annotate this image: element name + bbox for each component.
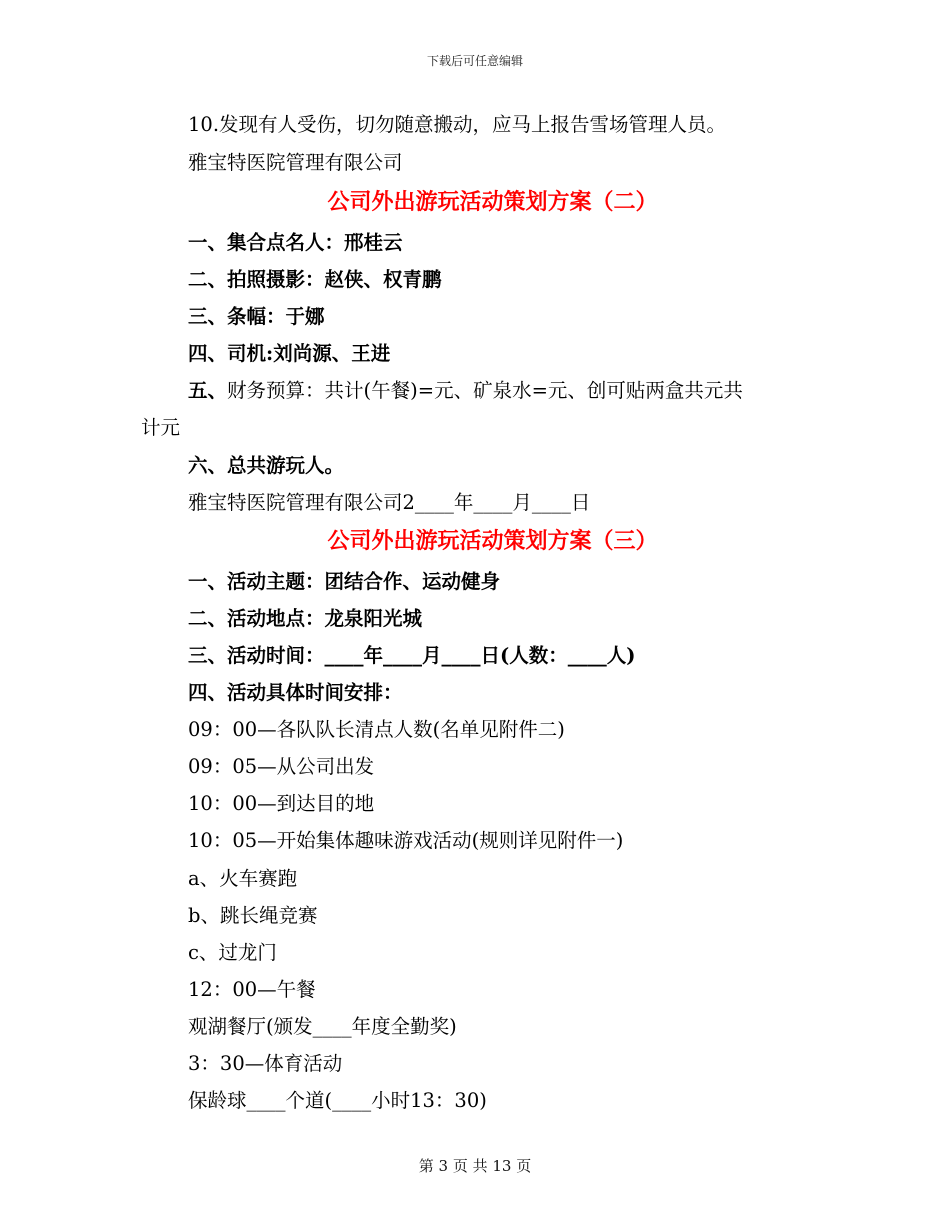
company-name: 雅宝特医院管理有限公司: [188, 151, 403, 174]
list-item: 六、总共游玩人。: [188, 454, 345, 477]
list-item: 三、条幅：于娜: [188, 305, 325, 328]
schedule-item: 09：00—各队队长清点人数(名单见附件二): [188, 718, 565, 741]
list-item-text: 财务预算：共计(午餐)=元、矿泉水=元、创可贴两盒共元共: [227, 379, 743, 402]
schedule-item: 观湖餐厅(颁发____年度全勤奖): [188, 1015, 457, 1038]
schedule-item: 10：05—开始集体趣味游戏活动(规则详见附件一): [188, 829, 624, 852]
list-item: 一、活动主题：团结合作、运动健身: [188, 570, 501, 593]
schedule-item: 09：05—从公司出发: [188, 755, 375, 778]
schedule-item: c、过龙门: [188, 941, 277, 964]
list-item: 二、拍照摄影：赵侠、权青鹏: [188, 268, 442, 291]
page-header: 下载后可任意编辑: [426, 54, 523, 68]
list-item: 四、活动具体时间安排：: [188, 681, 403, 704]
list-item-number: 五、: [188, 379, 228, 402]
schedule-item: 10：00—到达目的地: [188, 792, 375, 815]
section-title: 公司外出游玩活动策划方案（二）: [327, 189, 658, 215]
schedule-item: 保龄球____个道(____小时13：30): [188, 1089, 487, 1112]
text-continuation: 计元: [141, 416, 181, 439]
section-title: 公司外出游玩活动策划方案（三）: [327, 528, 658, 554]
schedule-item: b、跳长绳竞赛: [188, 904, 318, 927]
page-number: 第 3 页 共 13 页: [418, 1157, 532, 1175]
signature-line: 雅宝特医院管理有限公司2____年____月____日: [188, 491, 591, 514]
list-item: 四、司机:刘尚源、王进: [188, 342, 391, 365]
schedule-item: 12：00—午餐: [188, 978, 316, 1001]
list-item: 二、活动地点：龙泉阳光城: [188, 607, 423, 630]
schedule-item: 3：30—体育活动: [188, 1052, 343, 1075]
list-item: 一、集合点名人：邢桂云: [188, 231, 403, 254]
text-line: 10.发现有人受伤，切勿随意搬动，应马上报告雪场管理人员。: [188, 113, 727, 136]
list-item: [188, 376, 743, 406]
list-item: 三、活动时间：____年____月____日(人数：____人): [188, 644, 636, 667]
schedule-item: a、火车赛跑: [188, 867, 298, 890]
